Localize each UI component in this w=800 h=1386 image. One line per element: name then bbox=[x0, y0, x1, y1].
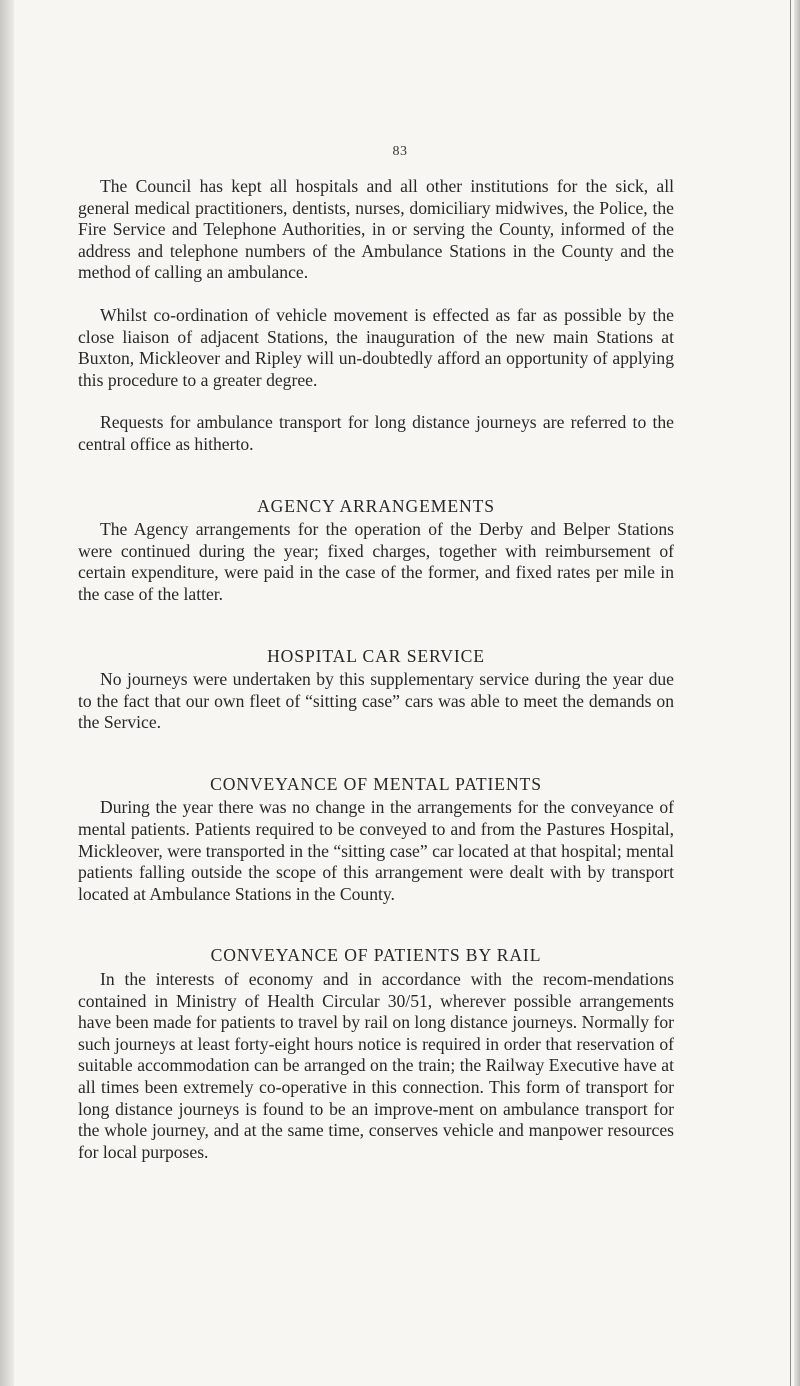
section-hospital-car-service bbox=[78, 646, 674, 734]
page-right-edge bbox=[794, 0, 800, 1386]
section-body: During the year there was no change in the arrangements for the conveyance of mental patients. Patients required to be conveyed to and from the Pastures Hospital, Mickleover, were transported in the “sitting case” car located at that hospital; mental patients falling outside the scope of this arrangement were dealt with by transport located at Ambulance Stations in the County. bbox=[78, 797, 674, 904]
page-left-shadow bbox=[0, 0, 14, 1386]
section-body: The Agency arrangements for the operation of the Derby and Belper Stations were continued during the year; fixed charges, together with reimbursement of certain expenditure, were paid in the case of the former, and fixed rates per mile in the case of the latter. bbox=[78, 519, 674, 604]
section-body: No journeys were undertaken by this supplementary service during the year due to the fact that our own fleet of “sitting case” cars was able to meet the demands on the Service. bbox=[78, 669, 674, 733]
page-number: 83 bbox=[392, 144, 408, 159]
section-heading: AGENCY ARRANGEMENTS bbox=[257, 495, 495, 516]
section-body: In the interests of economy and in accordance with the recom-mendations contained in Ministry of Health Circular 30/51, wherever possible arrangements have been made for patients to travel by rail on long distance journeys. Normally for such journeys at least forty-eight hours notice is required in order that reservation of suitable accommodation can be arranged on the train; the Railway Executive have at all times been extremely co-operative in this connection. This form of transport for long distance journeys is found to be an improve-ment on ambulance transport for the whole journey, and at the same time, conserves vehicle and manpower resources for local purposes. bbox=[78, 969, 674, 1162]
section-agency-arrangements bbox=[78, 496, 674, 606]
section-heading: CONVEYANCE OF PATIENTS BY RAIL bbox=[210, 945, 542, 966]
section-conveyance-of-patients-by-rail bbox=[78, 945, 674, 1163]
intro-paragraph: The Council has kept all hospitals and all other institutions for the sick, all general medical practitioners, dentists, nurses, domiciliary midwives, the Police, the Fire Service and Telephone Authorities, in or serving the County, informed of the address and telephone numbers of the Ambulance Stations in the County and the method of calling an ambulance. bbox=[78, 176, 674, 283]
section-conveyance-of-mental-patients bbox=[78, 774, 674, 906]
section-heading: CONVEYANCE OF MENTAL PATIENTS bbox=[210, 773, 542, 794]
intro-paragraph: Requests for ambulance transport for long distance journeys are referred to the central office as hitherto. bbox=[78, 412, 674, 454]
intro-paragraph: Whilst co-ordination of vehicle movement is effected as far as possible by the close liaison of adjacent Stations, the inauguration of the new main Stations at Buxton, Mickleover and Ripley will un-doubtedly afford an opportunity of applying this procedure to a greater degree. bbox=[78, 304, 674, 390]
section-heading: HOSPITAL CAR SERVICE bbox=[267, 645, 485, 666]
page-content bbox=[78, 176, 674, 1163]
page-right-rule bbox=[790, 0, 791, 1386]
